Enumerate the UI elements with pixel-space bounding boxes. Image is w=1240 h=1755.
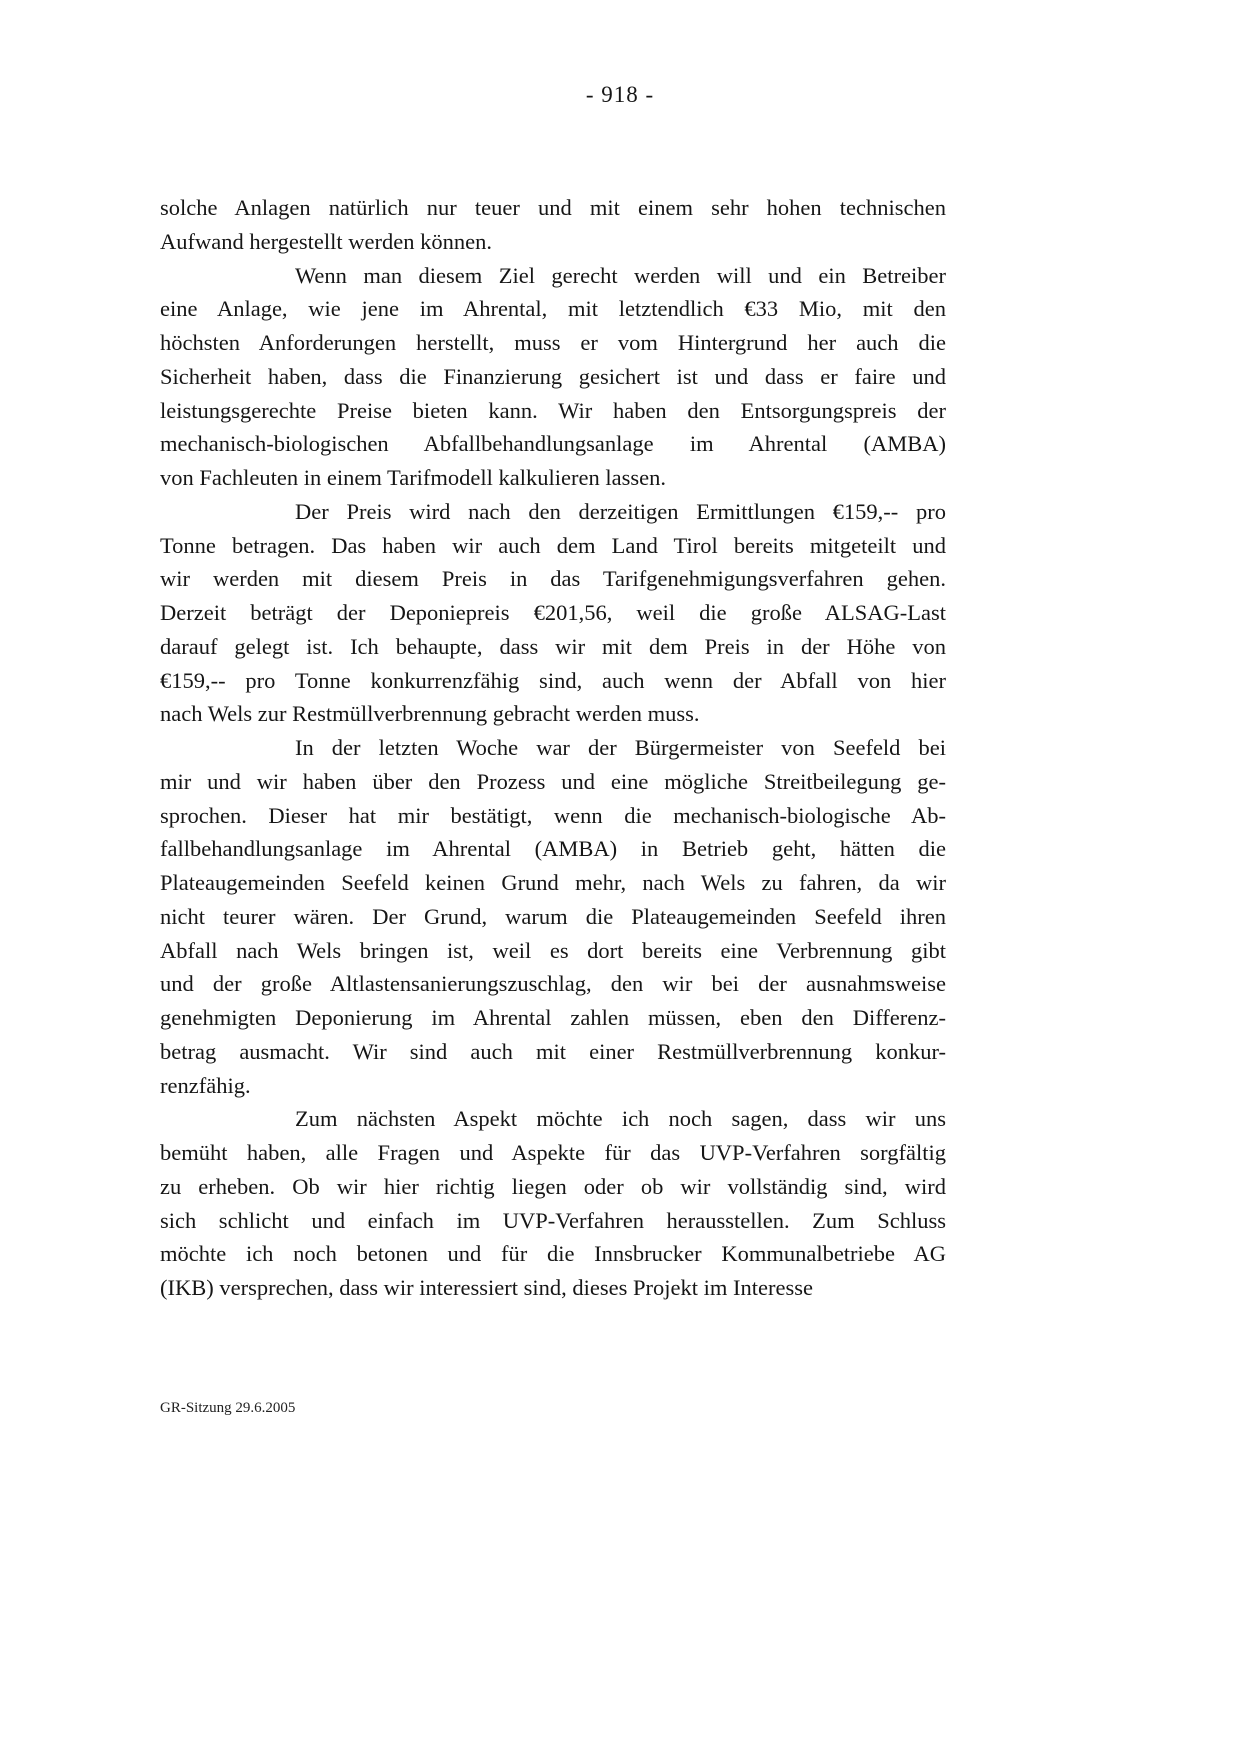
text-line: Plateaugemeinden Seefeld keinen Grund mehr, nach Wels zu fahren, da wir	[160, 870, 946, 895]
text-line: sich schlicht und einfach im UVP-Verfahren herausstellen. Zum Schluss	[160, 1207, 946, 1233]
text-line: mir und wir haben über den Prozess und eine mögliche Streitbeilegung ge-	[160, 768, 946, 794]
text-line: In der letzten Woche war der Bürgermeister von Seefeld bei	[295, 735, 946, 760]
text-line: mechanisch-biologischen Abfallbehandlungsanlage im Ahrental (AMBA)	[160, 431, 946, 457]
text-line: von Fachleuten in einem Tarifmodell kalkulieren lassen.	[160, 465, 666, 490]
page-footer: GR-Sitzung 29.6.2005	[160, 1400, 296, 1416]
text-line: möchte ich noch betonen und für die Innsbrucker Kommunalbetriebe AG	[160, 1241, 946, 1267]
text-line: betrag ausmacht. Wir sind auch mit einer Restmüllverbrennung konkur-	[160, 1038, 946, 1064]
text-line: nicht teurer wären. Der Grund, warum die Plateaugemeinden Seefeld ihren	[160, 903, 946, 929]
text-line: Tonne betragen. Das haben wir auch dem Land Tirol bereits mitgeteilt und	[160, 532, 946, 558]
text-line: (IKB) versprechen, dass wir interessiert sind, dieses Projekt im Interesse	[160, 1275, 813, 1300]
text-line: zu erheben. Ob wir hier richtig liegen oder ob wir vollständig sind, wird	[160, 1173, 946, 1199]
text-line: Abfall nach Wels bringen ist, weil es dort bereits eine Verbrennung gibt	[160, 937, 946, 963]
text-line: höchsten Anforderungen herstellt, muss er vom Hintergrund her auch die	[160, 330, 946, 355]
text-line: darauf gelegt ist. Ich behaupte, dass wir mit dem Preis in der Höhe von	[160, 633, 946, 659]
text-line: Zum nächsten Aspekt möchte ich noch sagen, dass wir uns	[295, 1106, 946, 1132]
text-line: €159,-- pro Tonne konkurrenzfähig sind, auch wenn der Abfall von hier	[160, 667, 946, 693]
text-line: Der Preis wird nach den derzeitigen Ermittlungen €159,-- pro	[295, 498, 946, 524]
text-line: solche Anlagen natürlich nur teuer und mit einem sehr hohen technischen	[160, 195, 946, 220]
text-line: und der große Altlastensanierungszuschlag, den wir bei der ausnahmsweise	[160, 971, 946, 997]
text-line: renzfähig.	[160, 1072, 251, 1098]
text-line: sprochen. Dieser hat mir bestätigt, wenn die mechanisch-biologische Ab-	[160, 802, 946, 828]
text-line: Wenn man diesem Ziel gerecht werden will und ein Betreiber	[295, 262, 946, 288]
text-line: nach Wels zur Restmüllverbrennung gebracht werden muss.	[160, 701, 700, 727]
document-body	[160, 191, 946, 1305]
text-line: genehmigten Deponierung im Ahrental zahlen müssen, eben den Differenz-	[160, 1005, 946, 1030]
text-line: eine Anlage, wie jene im Ahrental, mit letztendlich €33 Mio, mit den	[160, 296, 946, 322]
text-line: leistungsgerechte Preise bieten kann. Wir haben den Entsorgungspreis der	[160, 397, 946, 423]
text-line: Derzeit beträgt der Deponiepreis €201,56, weil die große ALSAG-Last	[160, 600, 946, 625]
page-number: - 918 -	[585, 82, 655, 107]
text-line: bemüht haben, alle Fragen und Aspekte für das UVP-Verfahren sorgfältig	[160, 1140, 946, 1165]
text-line: Sicherheit haben, dass die Finanzierung gesichert ist und dass er faire und	[160, 363, 946, 389]
text-line: wir werden mit diesem Preis in das Tarifgenehmigungsverfahren gehen.	[160, 566, 946, 592]
text-line: fallbehandlungsanlage im Ahrental (AMBA) in Betrieb geht, hätten die	[160, 836, 946, 862]
text-line: Aufwand hergestellt werden können.	[160, 228, 492, 254]
